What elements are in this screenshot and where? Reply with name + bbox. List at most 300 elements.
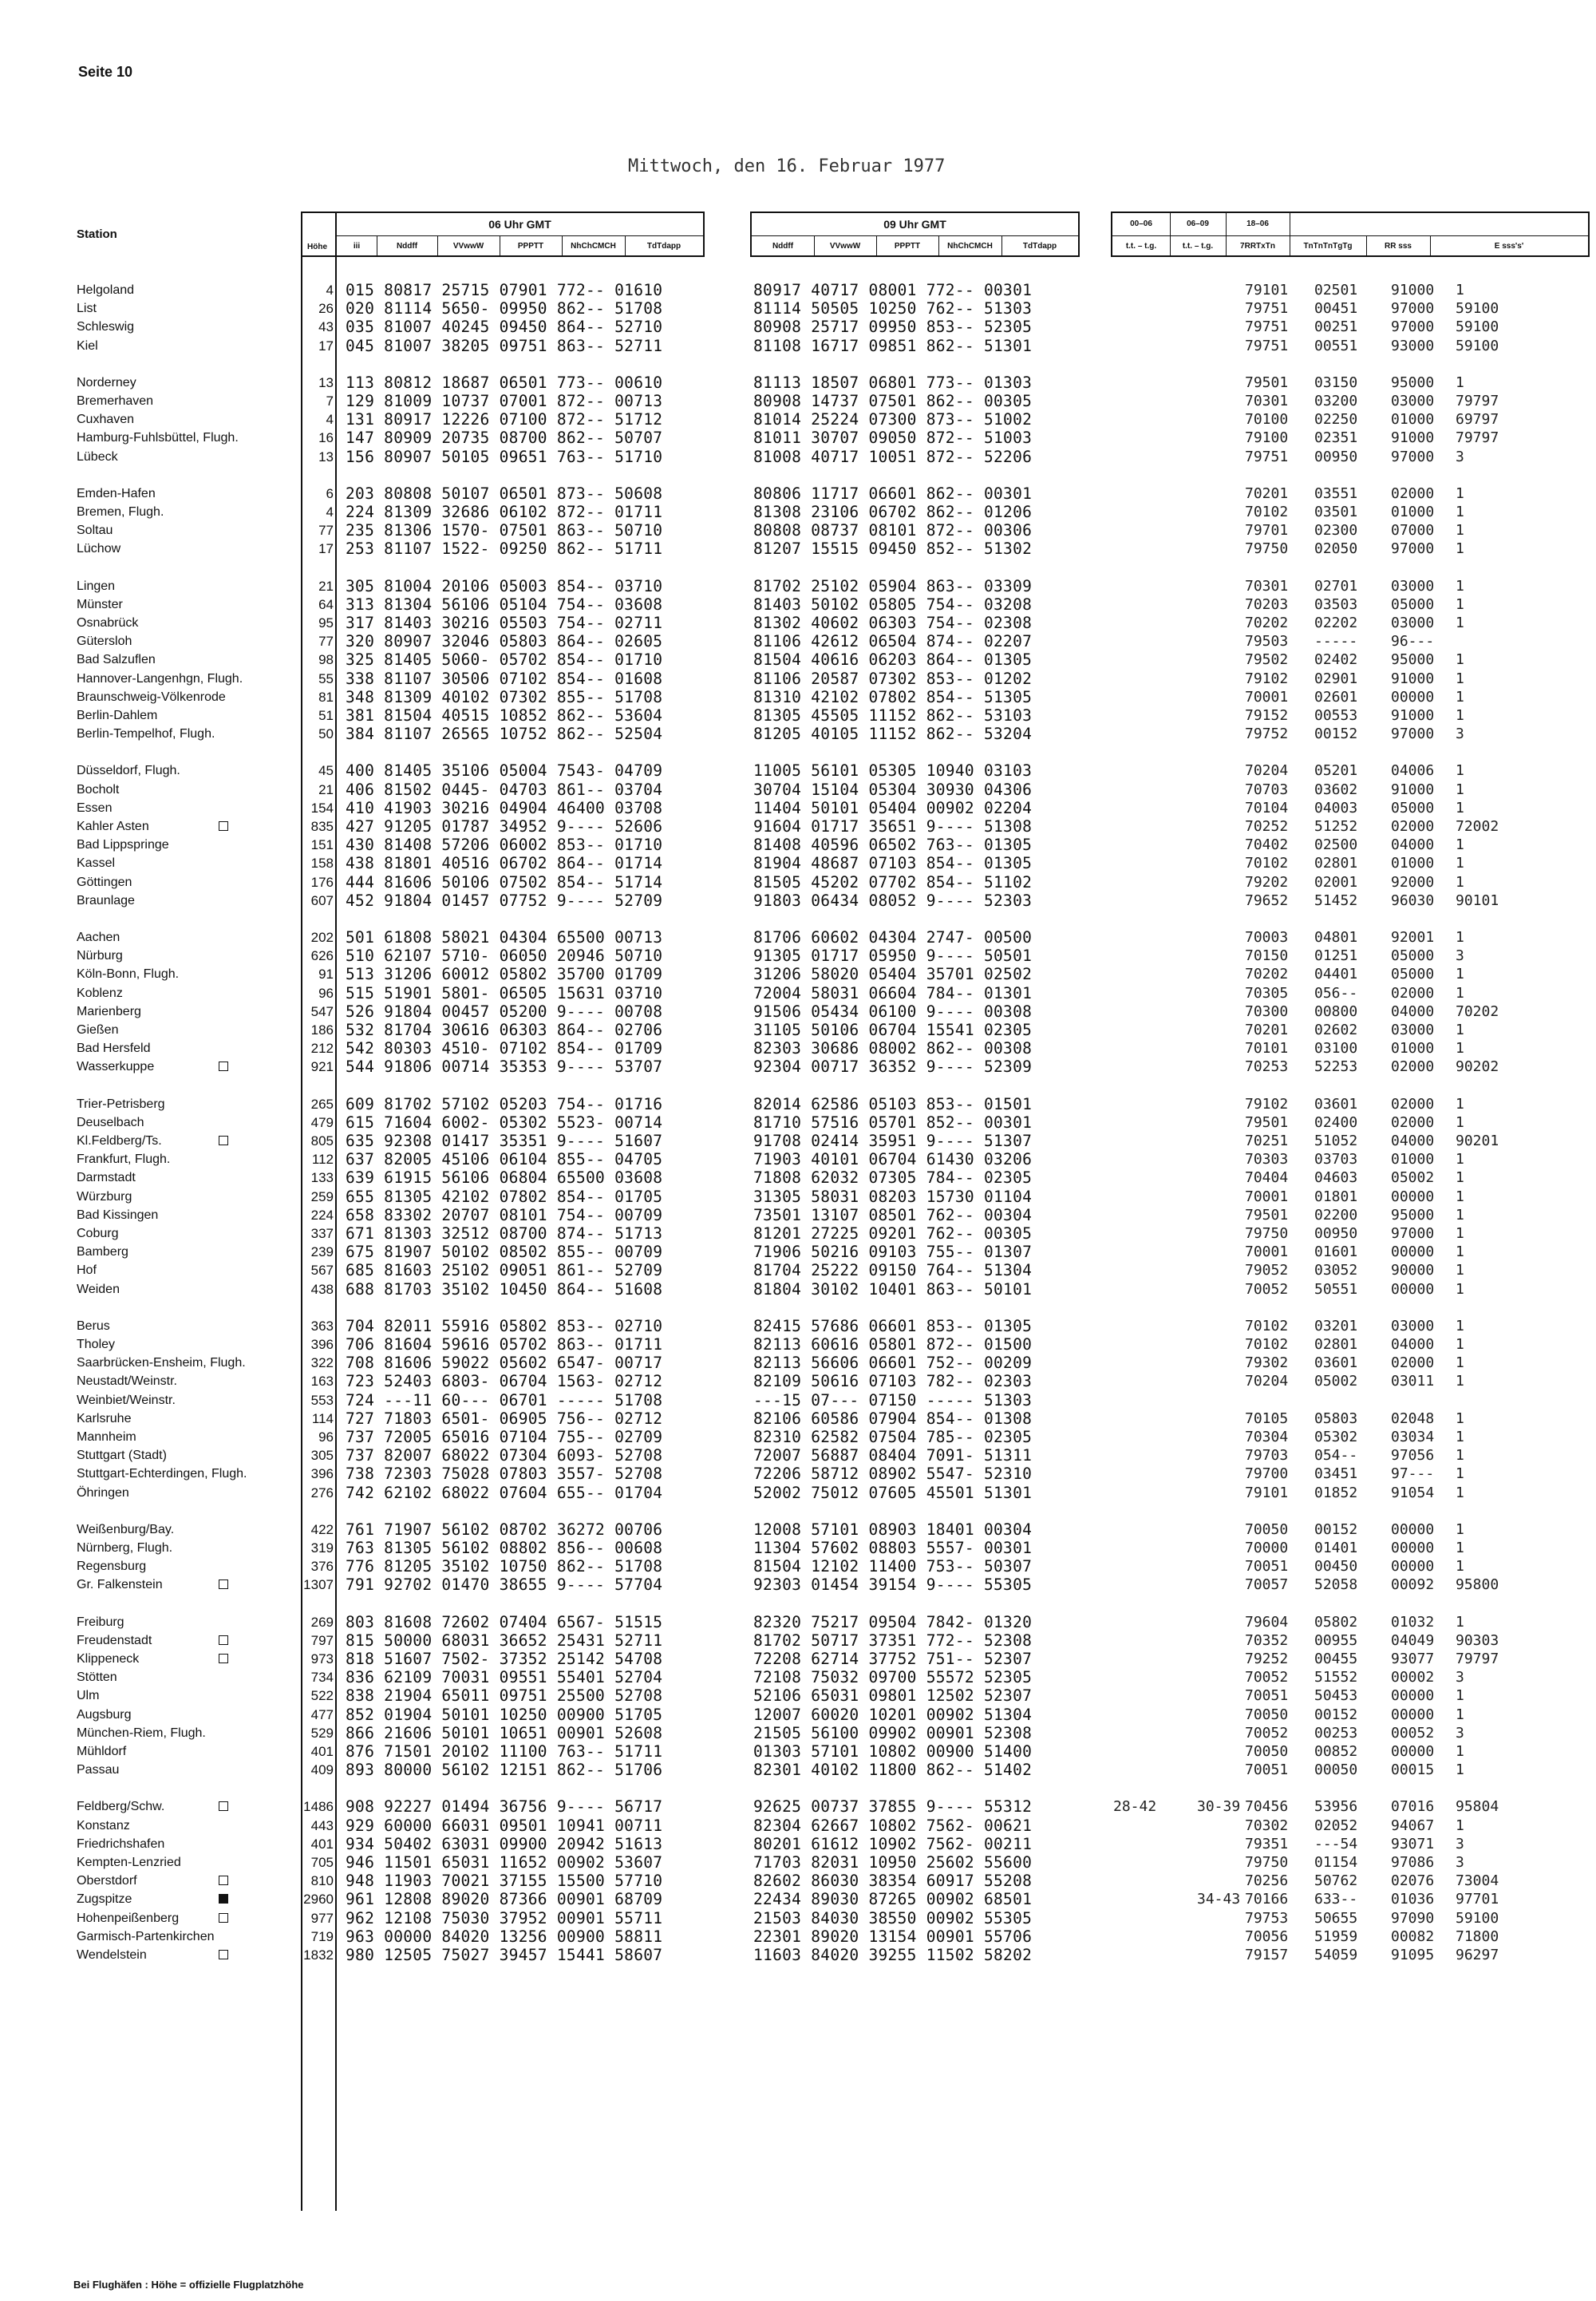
station-height: 202	[310, 930, 334, 945]
station-name: Wasserkuppe	[77, 1060, 155, 1074]
station-row	[0, 1150, 1596, 1168]
station-name: Stuttgart (Stadt)	[77, 1449, 167, 1463]
gmt06-header: 06 Uhr GMT iii Nddff VVwwW PPPTT NhChCMCH TdTdapp	[335, 212, 705, 257]
hoehe-header: Höhe	[301, 212, 337, 257]
station-name: Bamberg	[77, 1245, 128, 1259]
obs-06-gmt: 609 81702 57102 05203 754-- 01716	[346, 1094, 663, 1113]
obs-06-gmt: 635 92308 01417 35351 9---- 51607	[346, 1132, 663, 1150]
station-height: 64	[318, 596, 334, 612]
extra-18-06: 79202	[1245, 873, 1289, 891]
station-row	[0, 670, 1596, 688]
extra-rr: 00052	[1391, 1724, 1435, 1742]
station-height: 186	[310, 1022, 334, 1038]
obs-09-gmt: 82113 60616 05801 872-- 01500	[753, 1335, 1033, 1354]
obs-09-gmt: 31105 50106 06704 15541 02305	[753, 1021, 1033, 1039]
extra-esss: 1	[1456, 1706, 1464, 1723]
station-height: 21	[318, 781, 334, 797]
extra-esss: 1	[1456, 836, 1464, 854]
extra-18-06: 79100	[1245, 429, 1289, 447]
station-row	[0, 1188, 1596, 1206]
gmt09-header: 09 Uhr GMT Nddff VVwwW PPPTT NhChCMCH TdTdapp	[750, 212, 1080, 257]
obs-06-gmt: 253 81107 1522- 09250 862-- 51711	[346, 540, 663, 559]
obs-06-gmt: 305 81004 20106 05003 854-- 03710	[346, 576, 663, 595]
extra-esss: 70202	[1456, 1002, 1499, 1020]
obs-06-gmt: 685 81603 25102 09051 861-- 52709	[346, 1261, 663, 1280]
obs-09-gmt: 12007 60020 10201 00902 51304	[753, 1705, 1033, 1724]
station-height: 55	[318, 670, 334, 686]
station-name: Freudenstadt	[77, 1633, 152, 1647]
extra-esss: 59100	[1456, 300, 1499, 318]
extra-18-06: 79751	[1245, 448, 1289, 465]
station-name: Aachen	[77, 931, 120, 944]
station-row	[0, 1909, 1596, 1927]
station-height: 547	[310, 1003, 334, 1019]
extra-tntn: 054--	[1314, 1447, 1358, 1465]
obs-06-gmt: 532 81704 30616 06303 864-- 02706	[346, 1021, 663, 1039]
obs-06-gmt: 513 31206 60012 05802 35700 01709	[346, 965, 663, 984]
extra-rr: 00000	[1391, 1706, 1435, 1723]
extra-18-06: 79703	[1245, 1447, 1289, 1465]
extra-18-06: 70404	[1245, 1169, 1289, 1187]
station-name: Oberstdorf	[77, 1874, 137, 1888]
extra-rr: 01000	[1391, 1040, 1435, 1058]
extra-18-06: 79652	[1245, 892, 1289, 909]
square-marker	[219, 1654, 228, 1663]
extra-18-06: 79503	[1245, 633, 1289, 650]
square-marker	[219, 1136, 228, 1145]
station-name: Lingen	[77, 579, 116, 593]
extra-18-06: 70102	[1245, 855, 1289, 872]
station-height: 98	[318, 652, 334, 668]
extra-esss: 95804	[1456, 1798, 1499, 1816]
obs-09-gmt: 11404 50101 05404 00902 02204	[753, 798, 1033, 817]
obs-06-gmt: 325 81405 5060- 05702 854-- 01710	[346, 650, 663, 670]
extra-18-06: 70102	[1245, 1317, 1289, 1334]
station-row	[0, 1261, 1596, 1279]
station-row	[0, 392, 1596, 410]
station-row	[0, 1095, 1596, 1113]
obs-09-gmt: 72007 56887 08404 7091- 51311	[753, 1446, 1033, 1465]
obs-09-gmt: 71906 50216 09103 755-- 01307	[753, 1243, 1033, 1262]
extra-esss: 1	[1456, 929, 1464, 946]
extra-18-06: 79604	[1245, 1613, 1289, 1631]
extra-18-06: 79351	[1245, 1835, 1289, 1852]
station-height: 363	[310, 1318, 334, 1334]
square-marker	[219, 1876, 228, 1885]
extra-tntn: 53956	[1314, 1798, 1358, 1816]
extra-esss: 1	[1456, 707, 1464, 724]
station-height: 705	[310, 1855, 334, 1870]
obs-09-gmt: 01303 57101 10802 00900 51400	[753, 1742, 1033, 1761]
extra-rr: 91000	[1391, 670, 1435, 687]
obs-09-gmt: 81704 25222 09150 764-- 51304	[753, 1261, 1033, 1280]
extra-tntn: 52253	[1314, 1058, 1358, 1076]
square-marker	[219, 821, 228, 831]
station-height: 810	[310, 1873, 334, 1889]
extra-esss: 90303	[1456, 1631, 1499, 1649]
station-row	[0, 650, 1596, 669]
station-row	[0, 1465, 1596, 1483]
extra-rr: 01000	[1391, 1151, 1435, 1168]
extra-rr: 00000	[1391, 1540, 1435, 1556]
extra-esss: 97701	[1456, 1891, 1499, 1908]
station-row	[0, 892, 1596, 910]
station-height: 77	[318, 523, 334, 539]
station-height: 376	[310, 1559, 334, 1575]
obs-06-gmt: 452 91804 01457 07752 9---- 52709	[346, 891, 663, 910]
extra-rr: 00000	[1391, 1558, 1435, 1576]
station-row	[0, 873, 1596, 892]
station-height: 96	[318, 985, 334, 1001]
extra-tntn: 00253	[1314, 1724, 1358, 1742]
extra-rr: 04000	[1391, 1133, 1435, 1149]
obs-09-gmt: 82106 60586 07904 854-- 01308	[753, 1409, 1033, 1428]
extra-esss: 1	[1456, 484, 1464, 502]
extra-esss: 1	[1456, 577, 1464, 595]
extra-06-09: 34-43	[1197, 1891, 1241, 1908]
extra-rr: 91000	[1391, 781, 1435, 798]
extra-rr: 91000	[1391, 429, 1435, 447]
extra-18-06: 79501	[1245, 1206, 1289, 1224]
obs-06-gmt: 876 71501 20102 11100 763-- 51711	[346, 1742, 663, 1761]
extra-rr: 00092	[1391, 1576, 1435, 1594]
station-row	[0, 1520, 1596, 1539]
station-name: Mühldorf	[77, 1745, 127, 1758]
extra-rr: 95000	[1391, 374, 1435, 391]
station-name: Kempten-Lenzried	[77, 1856, 181, 1869]
extra-esss: 79797	[1456, 393, 1499, 409]
station-height: 409	[310, 1762, 334, 1778]
station-name: Berlin-Dahlem	[77, 709, 158, 722]
extra-tntn: 02250	[1314, 411, 1358, 429]
obs-06-gmt: 615 71604 6002- 05302 5523- 00714	[346, 1113, 663, 1132]
station-row	[0, 1686, 1596, 1705]
station-row	[0, 448, 1596, 466]
extra-18-06: 79502	[1245, 651, 1289, 669]
obs-09-gmt: 81108 16717 09851 862-- 51301	[753, 336, 1033, 355]
extra-esss: 73004	[1456, 1872, 1499, 1890]
extra-tntn: 02351	[1314, 429, 1358, 447]
extra-esss: 1	[1456, 1465, 1464, 1483]
station-height: 797	[310, 1632, 334, 1648]
obs-09-gmt: 81403 50102 05805 754-- 03208	[753, 595, 1033, 614]
station-name: Regensburg	[77, 1560, 147, 1574]
obs-09-gmt: 21505 56100 09902 00901 52308	[753, 1723, 1033, 1742]
station-name: Münster	[77, 597, 123, 611]
extra-esss: 1	[1456, 762, 1464, 780]
rule-06-end	[703, 212, 705, 257]
extra-rr: 02000	[1391, 984, 1435, 1002]
extra-esss: 1	[1456, 855, 1464, 872]
extra-esss: 1	[1456, 540, 1464, 558]
extra-esss: 1	[1456, 1095, 1464, 1113]
obs-09-gmt: 81207 15515 09450 852-- 51302	[753, 540, 1033, 559]
extra-tntn: -----	[1314, 633, 1358, 650]
station-row	[0, 1872, 1596, 1890]
extra-18-06: 70105	[1245, 1409, 1289, 1427]
station-row	[0, 318, 1596, 336]
extra-esss: 1	[1456, 1409, 1464, 1427]
extra-esss: 1	[1456, 1447, 1464, 1465]
extra-tntn: 056--	[1314, 984, 1358, 1002]
extra-tntn: 00455	[1314, 1651, 1358, 1667]
rule-09-end	[1078, 212, 1080, 257]
extra-rr: 92001	[1391, 929, 1435, 946]
station-name: Nürnberg, Flugh.	[77, 1541, 173, 1555]
extra-esss: 1	[1456, 595, 1464, 613]
square-marker	[219, 1801, 228, 1811]
obs-09-gmt: 80201 61612 10902 7562- 00211	[753, 1834, 1033, 1853]
obs-09-gmt: 72208 62714 37752 751-- 52307	[753, 1650, 1033, 1668]
station-row	[0, 1113, 1596, 1132]
obs-09-gmt: 82113 56606 06601 752-- 00209	[753, 1354, 1033, 1373]
station-height: 835	[310, 819, 334, 834]
extra-tntn: 03200	[1314, 393, 1358, 409]
extra-esss: 1	[1456, 1243, 1464, 1261]
station-row	[0, 337, 1596, 355]
obs-06-gmt: 542 80303 4510- 07102 854-- 01709	[346, 1039, 663, 1058]
obs-09-gmt: 81408 40596 06502 763-- 01305	[753, 836, 1033, 855]
obs-06-gmt: 400 81405 35106 05004 7543- 04709	[346, 761, 663, 781]
station-name: München-Riem, Flugh.	[77, 1726, 206, 1740]
extra-rr: 00015	[1391, 1761, 1435, 1779]
obs-09-gmt: 81308 23106 06702 862-- 01206	[753, 503, 1033, 521]
obs-09-gmt: 31305 58031 08203 15730 01104	[753, 1187, 1033, 1206]
extra-esss: 1	[1456, 1558, 1464, 1576]
station-name: Bocholt	[77, 782, 120, 797]
obs-06-gmt: 526 91804 00457 05200 9---- 00708	[346, 1002, 663, 1021]
extra-tntn: 00152	[1314, 1520, 1358, 1538]
extra-esss: 1	[1456, 688, 1464, 706]
extra-18-06: 79750	[1245, 540, 1289, 558]
extra-tntn: 02602	[1314, 1022, 1358, 1038]
obs-09-gmt: 81505 45202 07702 854-- 51102	[753, 872, 1033, 892]
station-row	[0, 1706, 1596, 1724]
extra-rr: 05000	[1391, 595, 1435, 613]
extra-rr: 91054	[1391, 1484, 1435, 1501]
extra-tntn: 50655	[1314, 1909, 1358, 1927]
obs-06-gmt: 852 01904 50101 10250 00900 51705	[346, 1705, 663, 1724]
station-height: 977	[310, 1910, 334, 1926]
extra-tntn: 02501	[1314, 282, 1358, 298]
station-height: 401	[310, 1836, 334, 1852]
station-height: 319	[310, 1540, 334, 1556]
station-name: Karlsruhe	[77, 1411, 132, 1425]
extra-tntn: 02300	[1314, 522, 1358, 540]
station-name: Lübeck	[77, 449, 118, 464]
extra-tntn: 00152	[1314, 725, 1358, 743]
extra-18-06: 70402	[1245, 836, 1289, 854]
extra-esss: 69797	[1456, 411, 1499, 429]
extra-tntn: 01852	[1314, 1484, 1358, 1501]
extra-18-06: 79753	[1245, 1909, 1289, 1927]
station-height: 553	[310, 1392, 334, 1408]
obs-09-gmt: 82415 57686 06601 853-- 01305	[753, 1316, 1033, 1335]
extra-18-06: 79700	[1245, 1465, 1289, 1483]
station-row	[0, 1484, 1596, 1502]
station-row	[0, 1409, 1596, 1428]
extra-tntn: 01401	[1314, 1540, 1358, 1556]
station-height: 154	[310, 800, 334, 816]
station-name: Zugspitze	[77, 1892, 132, 1907]
station-name: Coburg	[77, 1227, 119, 1240]
station-name: Hannover-Langenhgn, Flugh.	[77, 671, 243, 686]
extra-18-06: 70101	[1245, 1040, 1289, 1058]
extra-esss: 1	[1456, 1429, 1464, 1445]
extra-tntn: ---54	[1314, 1835, 1358, 1852]
station-height: 522	[310, 1688, 334, 1704]
extra-rr: 03034	[1391, 1429, 1435, 1445]
station-name: Weinbiet/Weinstr.	[77, 1393, 176, 1407]
obs-09-gmt: 31206 58020 05404 35701 02502	[753, 965, 1033, 984]
obs-09-gmt: 82014 62586 05103 853-- 01501	[753, 1094, 1033, 1113]
extra-rr: 02076	[1391, 1872, 1435, 1890]
extra-18-06: 79750	[1245, 1225, 1289, 1242]
station-name: List	[77, 302, 97, 316]
extra-rr: 97000	[1391, 725, 1435, 743]
extra-06-09: 30-39	[1197, 1798, 1241, 1816]
station-height: 1832	[303, 1947, 334, 1963]
extra-esss: 1	[1456, 282, 1464, 298]
extra-rr: 91095	[1391, 1947, 1435, 1963]
obs-06-gmt: 866 21606 50101 10651 00901 52608	[346, 1723, 663, 1742]
station-name: Ulm	[77, 1689, 100, 1703]
extra-tntn: 01251	[1314, 947, 1358, 965]
extra-tntn: 00852	[1314, 1743, 1358, 1760]
extra-rr: 02000	[1391, 484, 1435, 502]
extra-tntn: 54059	[1314, 1947, 1358, 1963]
extra-rr: 02000	[1391, 1113, 1435, 1131]
station-name: Marienberg	[77, 1004, 141, 1018]
extra-18-06: 70051	[1245, 1687, 1289, 1705]
station-row	[0, 836, 1596, 854]
station-row	[0, 1354, 1596, 1372]
obs-06-gmt: 203 80808 50107 06501 873-- 50608	[346, 484, 663, 503]
obs-06-gmt: 147 80909 20735 08700 862-- 50707	[346, 429, 663, 448]
obs-06-gmt: 544 91806 00714 35353 9---- 53707	[346, 1058, 663, 1077]
station-row	[0, 1853, 1596, 1872]
extra-rr: 00000	[1391, 1280, 1435, 1298]
obs-06-gmt: 035 81007 40245 09450 864-- 52710	[346, 318, 663, 337]
extra-18-06: 70102	[1245, 504, 1289, 520]
station-height: 6	[326, 485, 334, 501]
station-row	[0, 1835, 1596, 1853]
extra-18-06: 79101	[1245, 282, 1289, 298]
station-row	[0, 1280, 1596, 1299]
extra-esss: 1	[1456, 1040, 1464, 1058]
obs-06-gmt: 658 83302 20707 08101 754-- 00709	[346, 1205, 663, 1224]
extra-rr: 07016	[1391, 1798, 1435, 1816]
extra-esss: 1	[1456, 1687, 1464, 1705]
station-name: Bad Salzuflen	[77, 653, 156, 667]
extra-18-06: 70104	[1245, 799, 1289, 816]
obs-09-gmt: 81302 40602 06303 754-- 02308	[753, 614, 1033, 632]
extra-esss: 1	[1456, 522, 1464, 540]
extra-esss: 1	[1456, 1354, 1464, 1372]
extra-rr: 93077	[1391, 1651, 1435, 1667]
station-height: 567	[310, 1263, 334, 1279]
extra-18-06: 70301	[1245, 393, 1289, 409]
extra-18-06: 70102	[1245, 1336, 1289, 1353]
extra-18-06: 70057	[1245, 1576, 1289, 1594]
extra-rr: 96---	[1391, 633, 1435, 650]
extra-18-06: 70000	[1245, 1540, 1289, 1556]
extra-rr: 95000	[1391, 1206, 1435, 1224]
obs-09-gmt: 81804 30102 10401 863-- 50101	[753, 1279, 1033, 1299]
extra-18-06: 70003	[1245, 929, 1289, 946]
obs-09-gmt: 81504 12102 11400 753-- 50307	[753, 1557, 1033, 1576]
station-row	[0, 374, 1596, 392]
extra-rr: 01032	[1391, 1613, 1435, 1631]
station-height: 114	[311, 1410, 334, 1426]
extra-18-06: 70056	[1245, 1927, 1289, 1945]
station-row	[0, 577, 1596, 595]
extra-18-06: 70166	[1245, 1891, 1289, 1908]
station-name: Berus	[77, 1319, 110, 1333]
extra-rr: 91000	[1391, 707, 1435, 724]
obs-06-gmt: 131 80917 12226 07100 872-- 51712	[346, 410, 663, 429]
extra-tntn: 02001	[1314, 873, 1358, 891]
station-row	[0, 1742, 1596, 1761]
station-row	[0, 1557, 1596, 1576]
station-row	[0, 1797, 1596, 1816]
obs-06-gmt: 704 82011 55916 05802 853-- 02710	[346, 1316, 663, 1335]
extra-tntn: 02052	[1314, 1817, 1358, 1834]
station-name: Augsburg	[77, 1707, 132, 1722]
extra-18-06: 70253	[1245, 1058, 1289, 1076]
extra-esss: 1	[1456, 1225, 1464, 1242]
extra-esss: 1	[1456, 651, 1464, 669]
extra-18-06: 79701	[1245, 522, 1289, 540]
extra-rr: 03000	[1391, 615, 1435, 631]
station-height: 4	[326, 283, 334, 298]
extra-rr: 03000	[1391, 1022, 1435, 1038]
station-name: Frankfurt, Flugh.	[77, 1152, 171, 1167]
station-name: Friedrichshafen	[77, 1836, 165, 1851]
station-height: 396	[310, 1337, 334, 1352]
station-name: Essen	[77, 801, 113, 815]
station-row	[0, 1243, 1596, 1261]
station-row	[0, 1890, 1596, 1908]
extra-tntn: 04603	[1314, 1169, 1358, 1187]
obs-09-gmt: 52002 75012 07605 45501 51301	[753, 1483, 1033, 1502]
extra-rr: 95000	[1391, 651, 1435, 669]
extra-tntn: 00950	[1314, 448, 1358, 465]
station-row	[0, 1224, 1596, 1243]
extra-esss: 1	[1456, 1613, 1464, 1631]
station-height: 239	[310, 1244, 334, 1260]
station-height: 13	[318, 374, 334, 390]
obs-09-gmt: 91604 01717 35651 9---- 51308	[753, 817, 1033, 836]
square-marker	[219, 1635, 228, 1645]
extra-18-06: 79751	[1245, 300, 1289, 318]
extra-18-06: 79252	[1245, 1651, 1289, 1667]
extra-tntn: 51959	[1314, 1927, 1358, 1945]
station-name: Helgoland	[77, 283, 135, 297]
station-row	[0, 1576, 1596, 1594]
station-row	[0, 1335, 1596, 1354]
station-height: 133	[310, 1170, 334, 1186]
obs-06-gmt: 515 51901 5801- 06505 15631 03710	[346, 983, 663, 1002]
station-row	[0, 1650, 1596, 1668]
station-row	[0, 1039, 1596, 1058]
obs-09-gmt: 22434 89030 87265 00902 68501	[753, 1890, 1033, 1909]
extra-esss: 96297	[1456, 1947, 1499, 1963]
obs-09-gmt: 82310 62582 07504 785-- 02305	[753, 1428, 1033, 1446]
station-height: 51	[318, 708, 334, 723]
station-name: Göttingen	[77, 875, 132, 889]
station-height: 163	[310, 1374, 334, 1390]
